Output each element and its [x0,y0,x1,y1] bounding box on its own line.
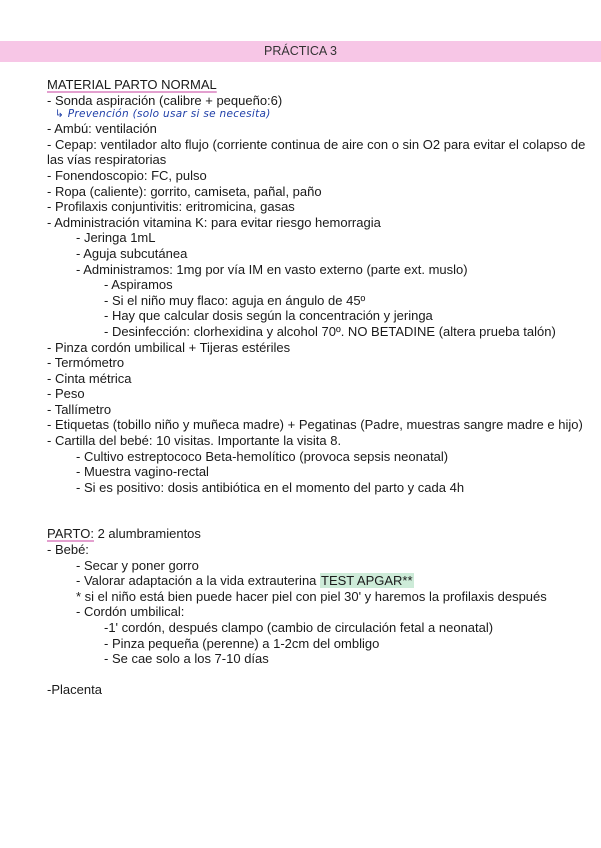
subitem-secar: - Secar y poner gorro [76,557,199,573]
item-cepap: - Cepap: ventilador alto flujo (corriente continua de aire con o sin O2 para evitar el colapso de las vías respiratorias [47,136,589,168]
subitem-administramos: - Administramos: 1mg por vía IM en vasto externo (parte ext. muslo) [76,261,468,277]
subitem-nota: * si el niño está bien puede hacer piel con piel 30' y haremos la profilaxis después [76,588,547,604]
subsubitem-aspiramos: - Aspiramos [104,277,173,293]
subitem-muestra: - Muestra vagino-rectal [76,464,209,480]
item-vitamina-k: - Administración vitamina K: para evitar riesgo hemorragia [47,214,381,230]
item-tallimetro: - Tallímetro [47,401,112,417]
subitem-aguja: - Aguja subcutánea [76,245,188,261]
item-bebe: - Bebé: [47,542,89,558]
item-cartilla: - Cartilla del bebé: 10 visitas. Importante la visita 8. [47,433,342,449]
item-profilaxis: - Profilaxis conjuntivitis: eritromicina, gasas [47,199,295,215]
subitem-cultivo: - Cultivo estreptococo Beta-hemolítico (provoca sepsis neonatal) [76,448,449,464]
item-placenta: -Placenta [47,681,102,697]
item-peso: - Peso [47,386,85,402]
item-pinza: - Pinza cordón umbilical + Tijeras estériles [47,339,291,355]
section-title-material: MATERIAL PARTO NORMAL [47,77,217,92]
section-gap [47,495,592,526]
document-body [47,77,592,697]
handwritten-note: ↳ Prevención (solo usar si se necesita) [55,108,271,121]
subsubitem-se-cae: - Se cae solo a los 7-10 días [104,651,269,667]
section-title-parto: PARTO: 2 alumbramientos [47,526,201,542]
item-cinta: - Cinta métrica [47,370,132,386]
page-header [0,41,601,62]
item-fonendoscopio: - Fonendoscopio: FC, pulso [47,167,207,183]
item-sonda: - Sonda aspiración (calibre + pequeño:6) [47,92,283,108]
subitem-jeringa: - Jeringa 1mL [76,230,156,246]
subsubitem-dosis: - Hay que calcular dosis según la concentración y jeringa [104,308,433,324]
item-termometro: - Termómetro [47,355,125,371]
subsubitem-pinza-pequena: - Pinza pequeña (perenne) a 1-2cm del ombligo [104,635,380,651]
subitem-positivo: - Si es positivo: dosis antibiótica en el momento del parto y cada 4h [76,479,465,495]
section-gap [47,667,592,682]
page-title: PRÁCTICA 3 [264,44,337,58]
subsubitem-desinfeccion: - Desinfección: clorhexidina y alcohol 70º. NO BETADINE (altera prueba talón) [104,323,556,339]
subitem-cordon: - Cordón umbilical: [76,604,185,620]
subsubitem-primer-cordon: -1' cordón, después clampo (cambio de circulación fetal a neonatal) [104,620,494,635]
subsubitem-flaco: - Si el niño muy flaco: aguja en ángulo de 45º [104,292,366,308]
item-ropa: - Ropa (caliente): gorrito, camiseta, pañal, paño [47,183,322,199]
subitem-valorar: - Valorar adaptación a la vida extrauterina TEST APGAR** [76,573,413,589]
highlight-apgar: TEST APGAR** [321,573,413,589]
item-ambu: - Ambú: ventilación [47,121,157,137]
item-etiquetas: - Etiquetas (tobillo niño y muñeca madre) + Pegatinas (Padre, muestras sangre madre e hijo) [47,417,583,433]
